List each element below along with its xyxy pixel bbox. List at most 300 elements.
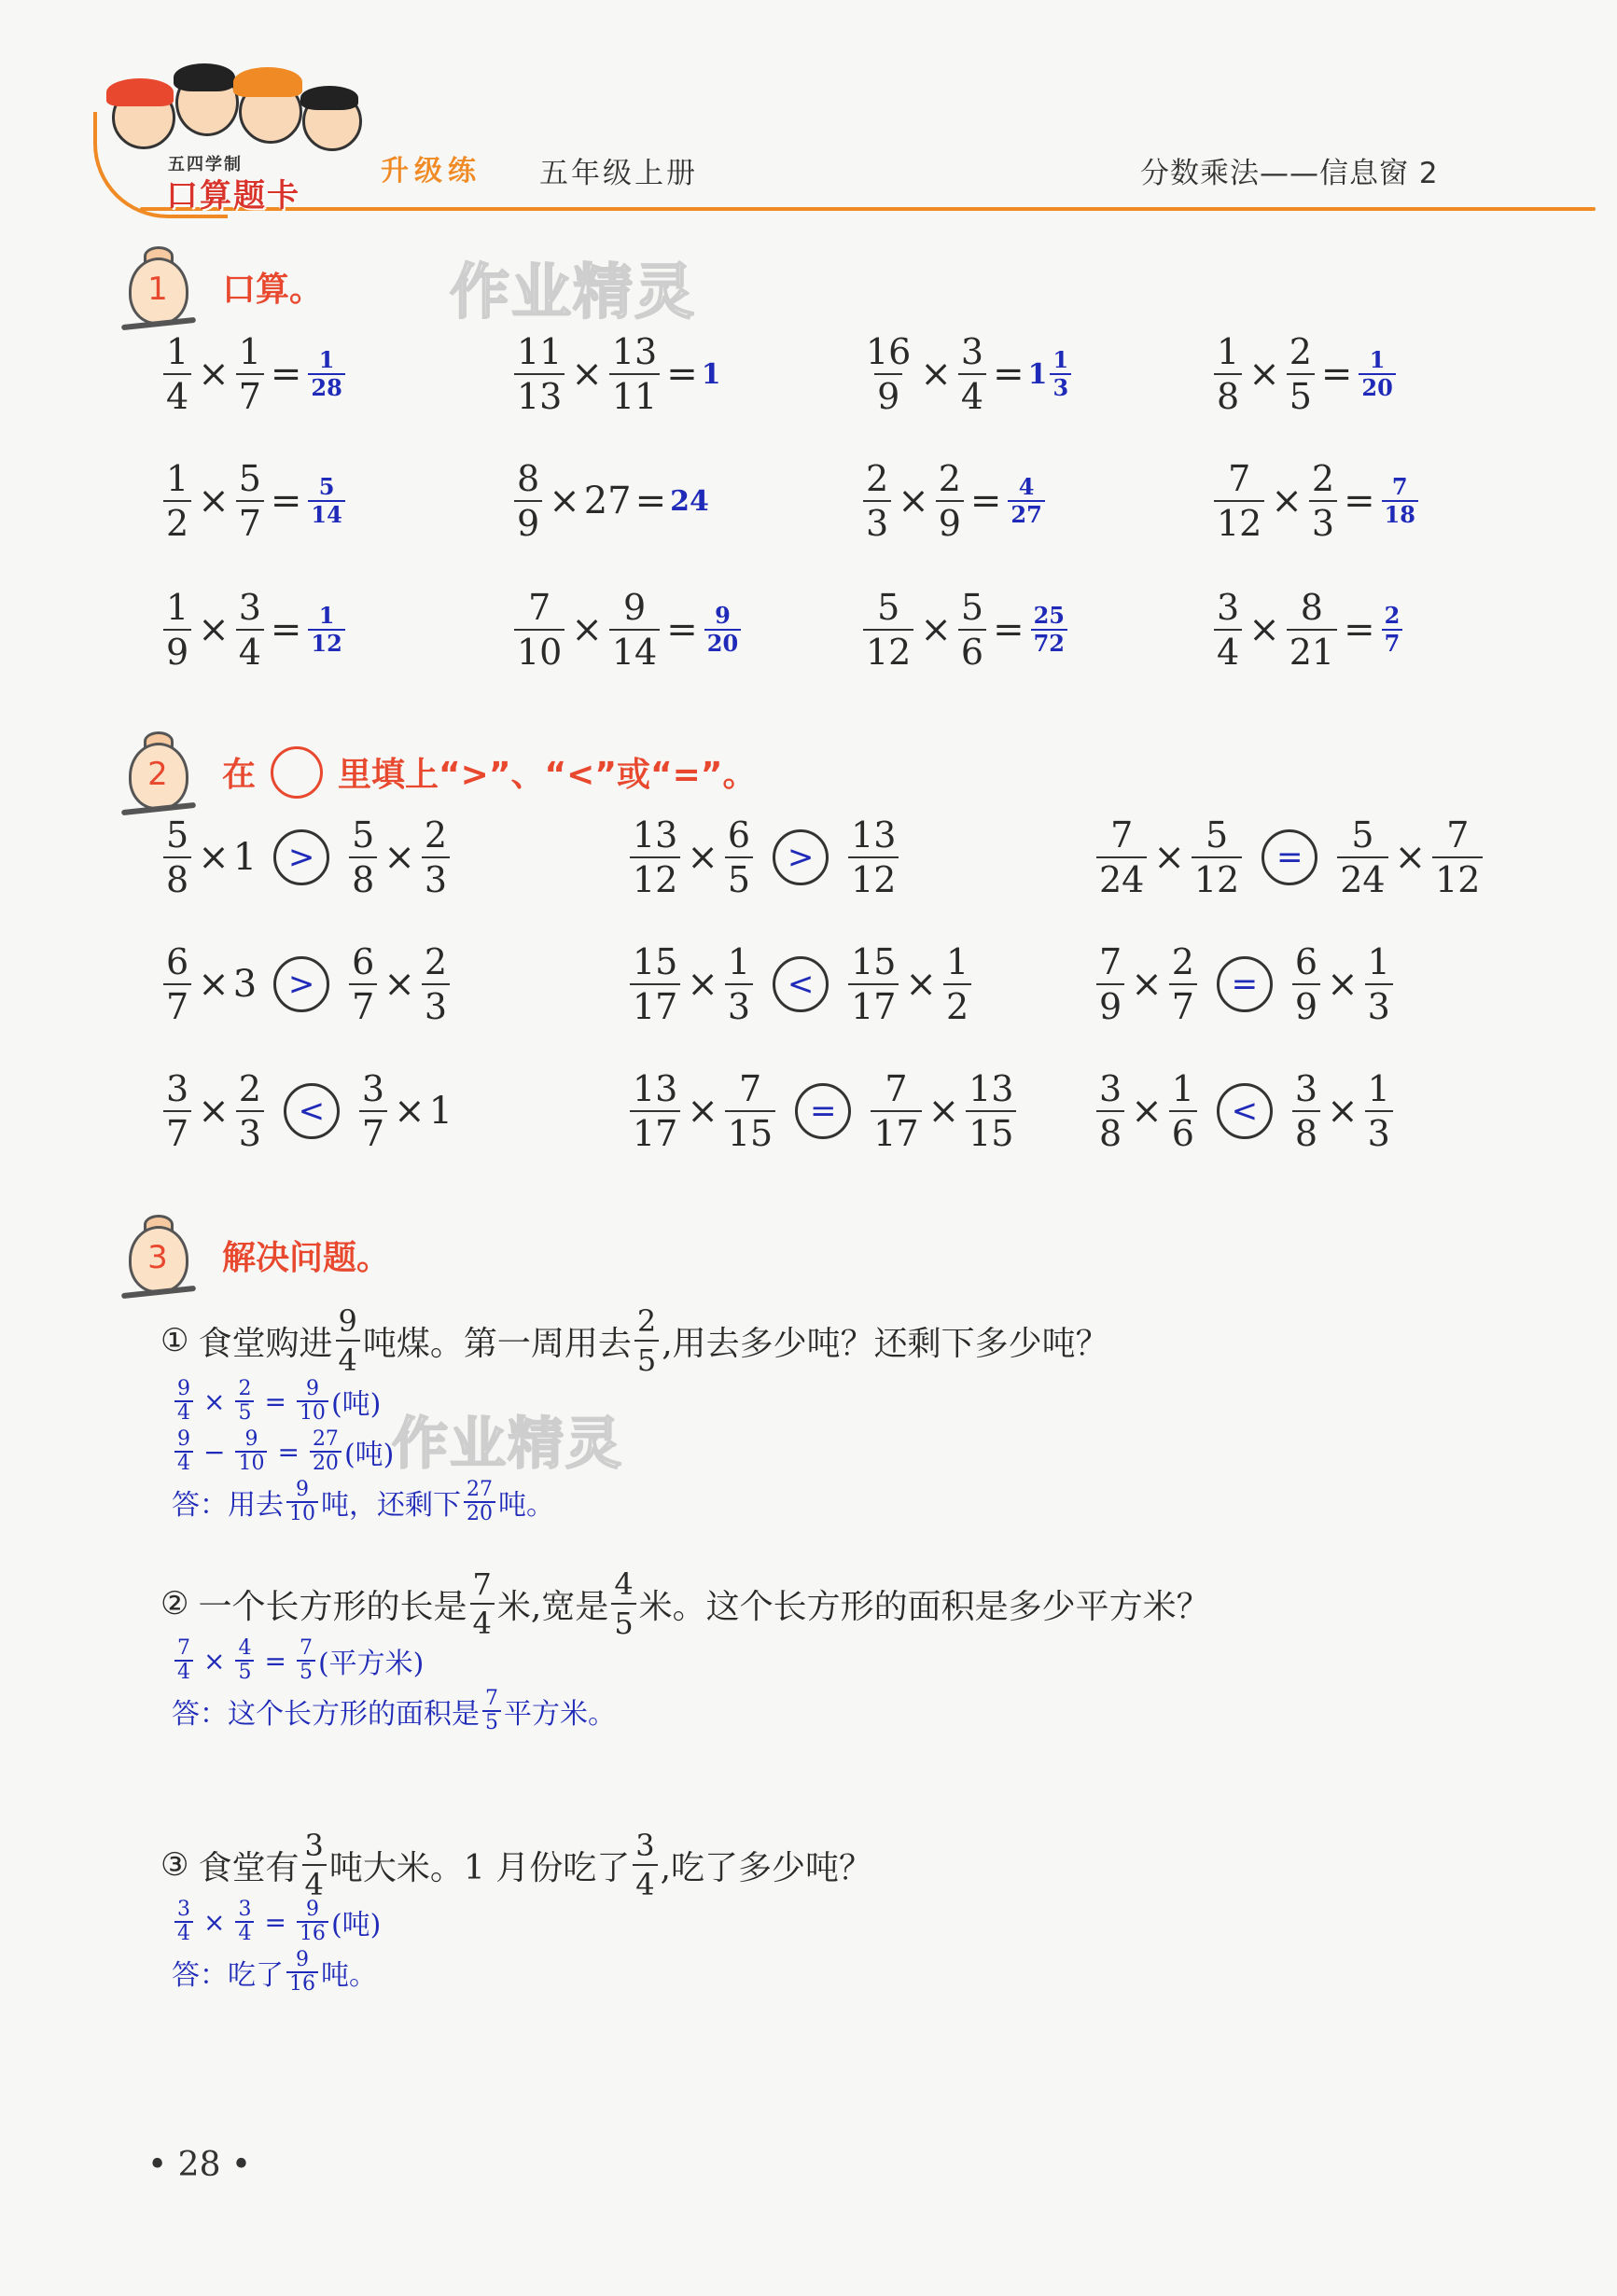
number: 27 bbox=[583, 480, 632, 522]
comparison-item bbox=[160, 941, 453, 1027]
problem-text: 米,宽是 bbox=[496, 1587, 609, 1626]
operator: × bbox=[571, 353, 603, 396]
numerator: 1 bbox=[1052, 346, 1069, 373]
fraction bbox=[725, 814, 753, 900]
denominator: 4 bbox=[174, 1660, 193, 1683]
problem-statement bbox=[160, 1303, 1109, 1378]
mental-math-item bbox=[160, 331, 348, 417]
denominator: 3 bbox=[725, 983, 753, 1024]
numerator: 1 bbox=[945, 941, 969, 982]
mental-math-item bbox=[860, 587, 1070, 673]
numerator: 9 bbox=[244, 1427, 258, 1451]
answer bbox=[702, 602, 744, 657]
operator: × bbox=[687, 1090, 718, 1133]
operator: × bbox=[1327, 963, 1359, 1006]
fraction bbox=[863, 458, 891, 544]
fraction bbox=[1096, 814, 1147, 900]
numerator: 7 bbox=[177, 1636, 190, 1660]
comparison-item bbox=[627, 941, 974, 1027]
fraction bbox=[1287, 331, 1315, 417]
numerator: 7 bbox=[1228, 458, 1251, 499]
denominator: 7 bbox=[236, 373, 264, 414]
numerator: 3 bbox=[238, 587, 261, 628]
denominator: 9 bbox=[874, 373, 902, 414]
numerator: 1 bbox=[318, 602, 335, 629]
fraction bbox=[235, 1379, 254, 1424]
fraction bbox=[863, 587, 913, 673]
denominator: 5 bbox=[1287, 373, 1315, 414]
operator: × bbox=[1394, 836, 1427, 879]
denominator: 4 bbox=[174, 1921, 193, 1944]
fraction bbox=[297, 1899, 328, 1944]
problem-text: 食堂购进 bbox=[198, 1324, 333, 1363]
denominator: 15 bbox=[966, 1110, 1016, 1151]
fraction bbox=[1096, 1068, 1124, 1154]
fraction bbox=[286, 1950, 318, 1995]
problem-text: 食堂有 bbox=[198, 1848, 300, 1887]
section-2-heading bbox=[121, 730, 961, 823]
fraction bbox=[634, 1303, 659, 1378]
blank-circle-icon bbox=[271, 746, 323, 799]
denominator: 17 bbox=[848, 983, 899, 1024]
answer-whole: 24 bbox=[670, 484, 709, 518]
numerator: 1 bbox=[166, 587, 189, 628]
fraction bbox=[609, 331, 660, 417]
operator: = bbox=[969, 480, 1002, 522]
denominator: 6 bbox=[958, 629, 986, 670]
solution-text: 吨，还剩下 bbox=[321, 1489, 461, 1522]
fraction bbox=[1192, 814, 1242, 900]
series-label: 升级练 bbox=[381, 155, 481, 188]
fraction bbox=[704, 602, 741, 657]
fraction bbox=[1432, 814, 1483, 900]
answer bbox=[1028, 602, 1070, 657]
numerator: 4 bbox=[238, 1636, 252, 1660]
denominator: 9 bbox=[936, 500, 964, 541]
numerator: 3 bbox=[1099, 1068, 1122, 1109]
fraction bbox=[236, 1068, 264, 1154]
bird-mascot-icon: 2 bbox=[121, 730, 196, 823]
denominator: 14 bbox=[609, 629, 660, 670]
numerator: 27 bbox=[467, 1478, 493, 1501]
operator: × bbox=[687, 963, 718, 1006]
denominator: 20 bbox=[310, 1451, 342, 1474]
solution-line bbox=[172, 1429, 394, 1474]
denominator: 8 bbox=[349, 856, 377, 898]
topic-label: 分数乘法——信息窗 2 bbox=[1140, 157, 1439, 190]
numerator: 15 bbox=[633, 941, 678, 982]
fraction bbox=[349, 941, 377, 1027]
section-3-heading bbox=[121, 1213, 868, 1306]
denominator: 4 bbox=[470, 1603, 495, 1638]
numerator: 7 bbox=[738, 1068, 762, 1109]
fraction bbox=[863, 331, 913, 417]
numerator: 1 bbox=[318, 346, 335, 373]
numerator: 5 bbox=[960, 587, 984, 628]
denominator: 3 bbox=[863, 500, 891, 541]
denominator: 72 bbox=[1031, 629, 1067, 655]
numerator: 9 bbox=[338, 1303, 357, 1339]
fraction bbox=[163, 331, 191, 417]
numerator: 9 bbox=[305, 1898, 319, 1921]
denominator: 3 bbox=[1365, 983, 1393, 1024]
fraction bbox=[848, 814, 899, 900]
fraction bbox=[422, 814, 450, 900]
fraction bbox=[1169, 941, 1197, 1027]
denominator: 5 bbox=[725, 856, 753, 898]
fraction bbox=[308, 346, 344, 401]
numerator: 3 bbox=[1294, 1068, 1318, 1109]
denominator: 13 bbox=[514, 373, 565, 414]
fraction bbox=[630, 814, 680, 900]
operator: × bbox=[1248, 608, 1280, 651]
denominator: 20 bbox=[704, 629, 741, 655]
numerator: 6 bbox=[1294, 941, 1318, 982]
operator: = bbox=[264, 1645, 286, 1677]
fraction bbox=[236, 458, 264, 544]
comparison-circle: < bbox=[284, 1083, 340, 1139]
fraction bbox=[1169, 1068, 1197, 1154]
comparison-circle: = bbox=[1262, 829, 1317, 885]
operator: × bbox=[394, 1090, 425, 1133]
numerator: 27 bbox=[312, 1427, 339, 1451]
denominator: 16 bbox=[297, 1921, 328, 1944]
fraction bbox=[1365, 941, 1393, 1027]
solution-line bbox=[172, 1899, 381, 1944]
answer bbox=[1379, 602, 1406, 657]
operator: × bbox=[203, 1645, 226, 1677]
numerator: 13 bbox=[851, 814, 897, 856]
watermark: 作业精灵 bbox=[392, 1412, 623, 1477]
operator: = bbox=[264, 1906, 286, 1938]
operator: × bbox=[198, 608, 230, 651]
denominator: 8 bbox=[1292, 1110, 1320, 1151]
numerator: 2 bbox=[1384, 602, 1401, 629]
denominator: 5 bbox=[235, 1660, 254, 1683]
denominator: 7 bbox=[349, 983, 377, 1024]
solution-text: 吨。 bbox=[498, 1489, 554, 1522]
numerator: 2 bbox=[238, 1068, 261, 1109]
fraction bbox=[1382, 602, 1403, 657]
comparison-circle: > bbox=[273, 956, 329, 1012]
operator: × bbox=[549, 480, 580, 522]
numerator: 3 bbox=[238, 1898, 252, 1921]
denominator: 4 bbox=[958, 373, 986, 414]
fraction bbox=[1292, 1068, 1320, 1154]
number: 1 bbox=[428, 1090, 453, 1133]
problem-text: 一个长方形的长是 bbox=[198, 1587, 467, 1626]
denominator: 7 bbox=[163, 1110, 191, 1151]
numerator: 2 bbox=[1311, 458, 1335, 499]
numerator: 16 bbox=[866, 331, 912, 372]
comparison-circle: < bbox=[1217, 1083, 1273, 1139]
fraction bbox=[871, 1068, 921, 1154]
solution-line bbox=[172, 1638, 424, 1683]
operator: = bbox=[993, 353, 1025, 396]
mental-math-item bbox=[160, 458, 348, 544]
comparison-item bbox=[627, 814, 901, 900]
answer bbox=[702, 358, 721, 391]
numerator: 11 bbox=[517, 331, 563, 372]
comparison-item bbox=[160, 814, 453, 900]
answer bbox=[1379, 473, 1421, 528]
page-number: • 28 • bbox=[147, 2146, 252, 2184]
numerator: 13 bbox=[633, 1068, 678, 1109]
comparison-circle: < bbox=[773, 956, 829, 1012]
answer bbox=[305, 346, 347, 401]
solution-line bbox=[172, 1379, 381, 1424]
denominator: 12 bbox=[630, 856, 680, 898]
fraction bbox=[725, 1068, 775, 1154]
operator: × bbox=[927, 1090, 960, 1133]
grade-label: 五年级上册 bbox=[539, 157, 698, 190]
fraction bbox=[310, 1429, 342, 1474]
numerator: 3 bbox=[166, 1068, 189, 1109]
numerator: 9 bbox=[622, 587, 647, 628]
numerator: 2 bbox=[1289, 331, 1312, 372]
fraction bbox=[422, 941, 450, 1027]
answer-whole: 1 bbox=[701, 357, 721, 391]
fraction bbox=[609, 587, 660, 673]
fraction bbox=[163, 814, 191, 900]
denominator: 8 bbox=[1096, 1110, 1124, 1151]
operator: × bbox=[571, 608, 603, 651]
fraction bbox=[349, 814, 377, 900]
numerator: 6 bbox=[727, 814, 751, 856]
operator: × bbox=[1271, 480, 1303, 522]
numerator: 3 bbox=[304, 1828, 324, 1863]
fraction bbox=[936, 458, 964, 544]
denominator: 21 bbox=[1287, 629, 1337, 670]
fraction bbox=[1287, 587, 1337, 673]
operator: × bbox=[905, 963, 937, 1006]
mental-math-item bbox=[860, 331, 1074, 417]
problem-text: ,用去多少吨？还剩下多少吨？ bbox=[662, 1324, 1109, 1363]
denominator: 4 bbox=[236, 629, 264, 670]
comparison-circle: > bbox=[273, 829, 329, 885]
denominator: 3 bbox=[1050, 373, 1071, 399]
denominator: 4 bbox=[336, 1340, 360, 1375]
solution-text: 吨。 bbox=[321, 1959, 377, 1992]
numerator: 7 bbox=[1446, 814, 1470, 856]
denominator: 4 bbox=[302, 1864, 327, 1899]
bird-mascot-icon: 1 bbox=[121, 244, 196, 338]
denominator: 5 bbox=[297, 1660, 315, 1683]
denominator: 5 bbox=[634, 1340, 659, 1375]
fraction bbox=[163, 1068, 191, 1154]
denominator: 17 bbox=[630, 983, 680, 1024]
fraction bbox=[163, 941, 191, 1027]
logo-subtitle: 五四学制 bbox=[168, 155, 243, 174]
fraction bbox=[630, 1068, 680, 1154]
comparison-circle: = bbox=[795, 1083, 851, 1139]
numerator: 13 bbox=[969, 1068, 1014, 1109]
numerator: 9 bbox=[305, 1377, 319, 1400]
numerator: 7 bbox=[1099, 941, 1122, 982]
denominator: 7 bbox=[359, 1110, 387, 1151]
problem-number: ① bbox=[160, 1322, 189, 1359]
denominator: 12 bbox=[1214, 500, 1264, 541]
solution-text: 平方米。 bbox=[504, 1698, 616, 1731]
answer bbox=[305, 602, 347, 657]
numerator: 15 bbox=[851, 941, 897, 982]
fraction bbox=[943, 941, 971, 1027]
problem-text: 米。这个长方形的面积是多少平方米？ bbox=[638, 1587, 1210, 1626]
operator: = bbox=[277, 1436, 300, 1468]
section-3-title: 解决问题。 bbox=[222, 1239, 391, 1277]
numerator: 5 bbox=[1205, 814, 1229, 856]
mental-math-item bbox=[511, 331, 721, 417]
numerator: 8 bbox=[517, 458, 540, 499]
number: 1 bbox=[232, 836, 258, 879]
fraction bbox=[163, 458, 191, 544]
operator: = bbox=[993, 608, 1025, 651]
numerator: 2 bbox=[424, 814, 448, 856]
fraction bbox=[308, 473, 344, 528]
watermark: 作业精灵 bbox=[450, 258, 696, 327]
comparison-item bbox=[627, 1068, 1019, 1154]
operator: × bbox=[198, 836, 230, 879]
mental-math-item bbox=[511, 458, 709, 544]
operator: = bbox=[1344, 608, 1375, 651]
operator: = bbox=[270, 353, 302, 396]
numerator: 5 bbox=[877, 587, 900, 628]
fraction bbox=[1382, 473, 1418, 528]
denominator: 3 bbox=[1309, 500, 1337, 541]
fraction bbox=[297, 1638, 315, 1683]
solution-text: 答：这个长方形的面积是 bbox=[172, 1698, 480, 1731]
mental-math-item bbox=[1211, 587, 1405, 673]
numerator: 7 bbox=[885, 1068, 908, 1109]
fraction bbox=[308, 602, 344, 657]
problem-text: 吨大米。1 月份吃了 bbox=[328, 1848, 631, 1887]
numerator: 5 bbox=[166, 814, 189, 856]
fraction bbox=[482, 1689, 501, 1733]
numerator: 5 bbox=[1351, 814, 1374, 856]
denominator: 2 bbox=[943, 983, 971, 1024]
solution-line bbox=[172, 1480, 554, 1524]
denominator: 10 bbox=[235, 1451, 267, 1474]
numerator: 7 bbox=[1110, 814, 1134, 856]
denominator: 17 bbox=[630, 1110, 680, 1151]
operator: × bbox=[203, 1385, 226, 1417]
operator: − bbox=[203, 1436, 226, 1468]
denominator: 18 bbox=[1382, 500, 1418, 526]
fraction bbox=[958, 587, 986, 673]
fraction bbox=[514, 458, 542, 544]
denominator: 7 bbox=[1169, 983, 1197, 1024]
mental-math-item bbox=[511, 587, 744, 673]
numerator: 2 bbox=[424, 941, 448, 982]
fraction bbox=[966, 1068, 1016, 1154]
denominator: 5 bbox=[235, 1400, 254, 1424]
fraction bbox=[633, 1828, 657, 1902]
denominator: 3 bbox=[1365, 1110, 1393, 1151]
operator: × bbox=[198, 353, 230, 396]
numerator: 1 bbox=[1367, 941, 1390, 982]
numerator: 3 bbox=[177, 1898, 190, 1921]
fraction bbox=[174, 1638, 193, 1683]
fraction bbox=[1292, 941, 1320, 1027]
operator: × bbox=[383, 963, 415, 1006]
fraction bbox=[630, 941, 680, 1027]
operator: = bbox=[264, 1385, 286, 1417]
denominator: 9 bbox=[1096, 983, 1124, 1024]
denominator: 4 bbox=[1214, 629, 1242, 670]
fraction bbox=[470, 1566, 495, 1641]
solution-line bbox=[172, 1950, 377, 1995]
denominator: 11 bbox=[609, 373, 660, 414]
numerator: 1 bbox=[1217, 331, 1240, 372]
fraction bbox=[464, 1480, 495, 1524]
numerator: 9 bbox=[177, 1427, 190, 1451]
denominator: 2 bbox=[163, 500, 191, 541]
fraction bbox=[1214, 331, 1242, 417]
numerator: 3 bbox=[635, 1828, 655, 1863]
denominator: 7 bbox=[236, 500, 264, 541]
operator: × bbox=[920, 608, 952, 651]
problem-statement bbox=[160, 1566, 1210, 1641]
numerator: 6 bbox=[352, 941, 375, 982]
numerator: 4 bbox=[1018, 473, 1035, 500]
numerator: 7 bbox=[485, 1687, 498, 1710]
fraction bbox=[1337, 814, 1387, 900]
denominator: 20 bbox=[464, 1501, 495, 1524]
fraction bbox=[302, 1828, 327, 1902]
solution-text: 答：用去 bbox=[172, 1489, 284, 1522]
solution-text: (平方米) bbox=[317, 1648, 425, 1680]
operator: × bbox=[920, 353, 952, 396]
operator: × bbox=[1131, 1090, 1163, 1133]
denominator: 28 bbox=[308, 373, 344, 399]
numerator: 2 bbox=[866, 458, 889, 499]
fraction bbox=[514, 331, 565, 417]
numerator: 1 bbox=[1171, 1068, 1194, 1109]
mental-math-item bbox=[860, 458, 1048, 544]
comparison-item bbox=[1094, 1068, 1396, 1154]
solution-line bbox=[172, 1689, 616, 1733]
denominator: 7 bbox=[163, 983, 191, 1024]
cartoon-kids-icon bbox=[103, 58, 383, 160]
answer bbox=[1005, 473, 1047, 528]
numerator: 2 bbox=[238, 1377, 252, 1400]
operator: × bbox=[1131, 963, 1163, 1006]
numerator: 7 bbox=[528, 587, 551, 628]
denominator: 15 bbox=[725, 1110, 775, 1151]
numerator: 9 bbox=[296, 1948, 309, 1971]
numerator: 1 bbox=[166, 331, 189, 372]
numerator: 1 bbox=[727, 941, 751, 982]
operator: × bbox=[198, 1090, 230, 1133]
operator: = bbox=[634, 480, 667, 522]
comparison-item bbox=[1094, 814, 1485, 900]
problem-number: ② bbox=[160, 1585, 189, 1622]
solution-text: 答：吃了 bbox=[172, 1959, 284, 1992]
operator: × bbox=[1153, 836, 1185, 879]
fraction bbox=[848, 941, 899, 1027]
numerator: 1 bbox=[238, 331, 261, 372]
denominator: 12 bbox=[848, 856, 899, 898]
numerator: 6 bbox=[166, 941, 189, 982]
mental-math-item bbox=[160, 587, 348, 673]
denominator: 24 bbox=[1337, 856, 1387, 898]
fraction bbox=[297, 1379, 328, 1424]
answer-whole: 1 bbox=[1027, 357, 1048, 391]
denominator: 4 bbox=[633, 1864, 657, 1899]
denominator: 6 bbox=[1169, 1110, 1197, 1151]
section-2-title: 在 里填上“>”、“<”或“=”。 bbox=[222, 748, 756, 802]
fraction bbox=[235, 1429, 267, 1474]
